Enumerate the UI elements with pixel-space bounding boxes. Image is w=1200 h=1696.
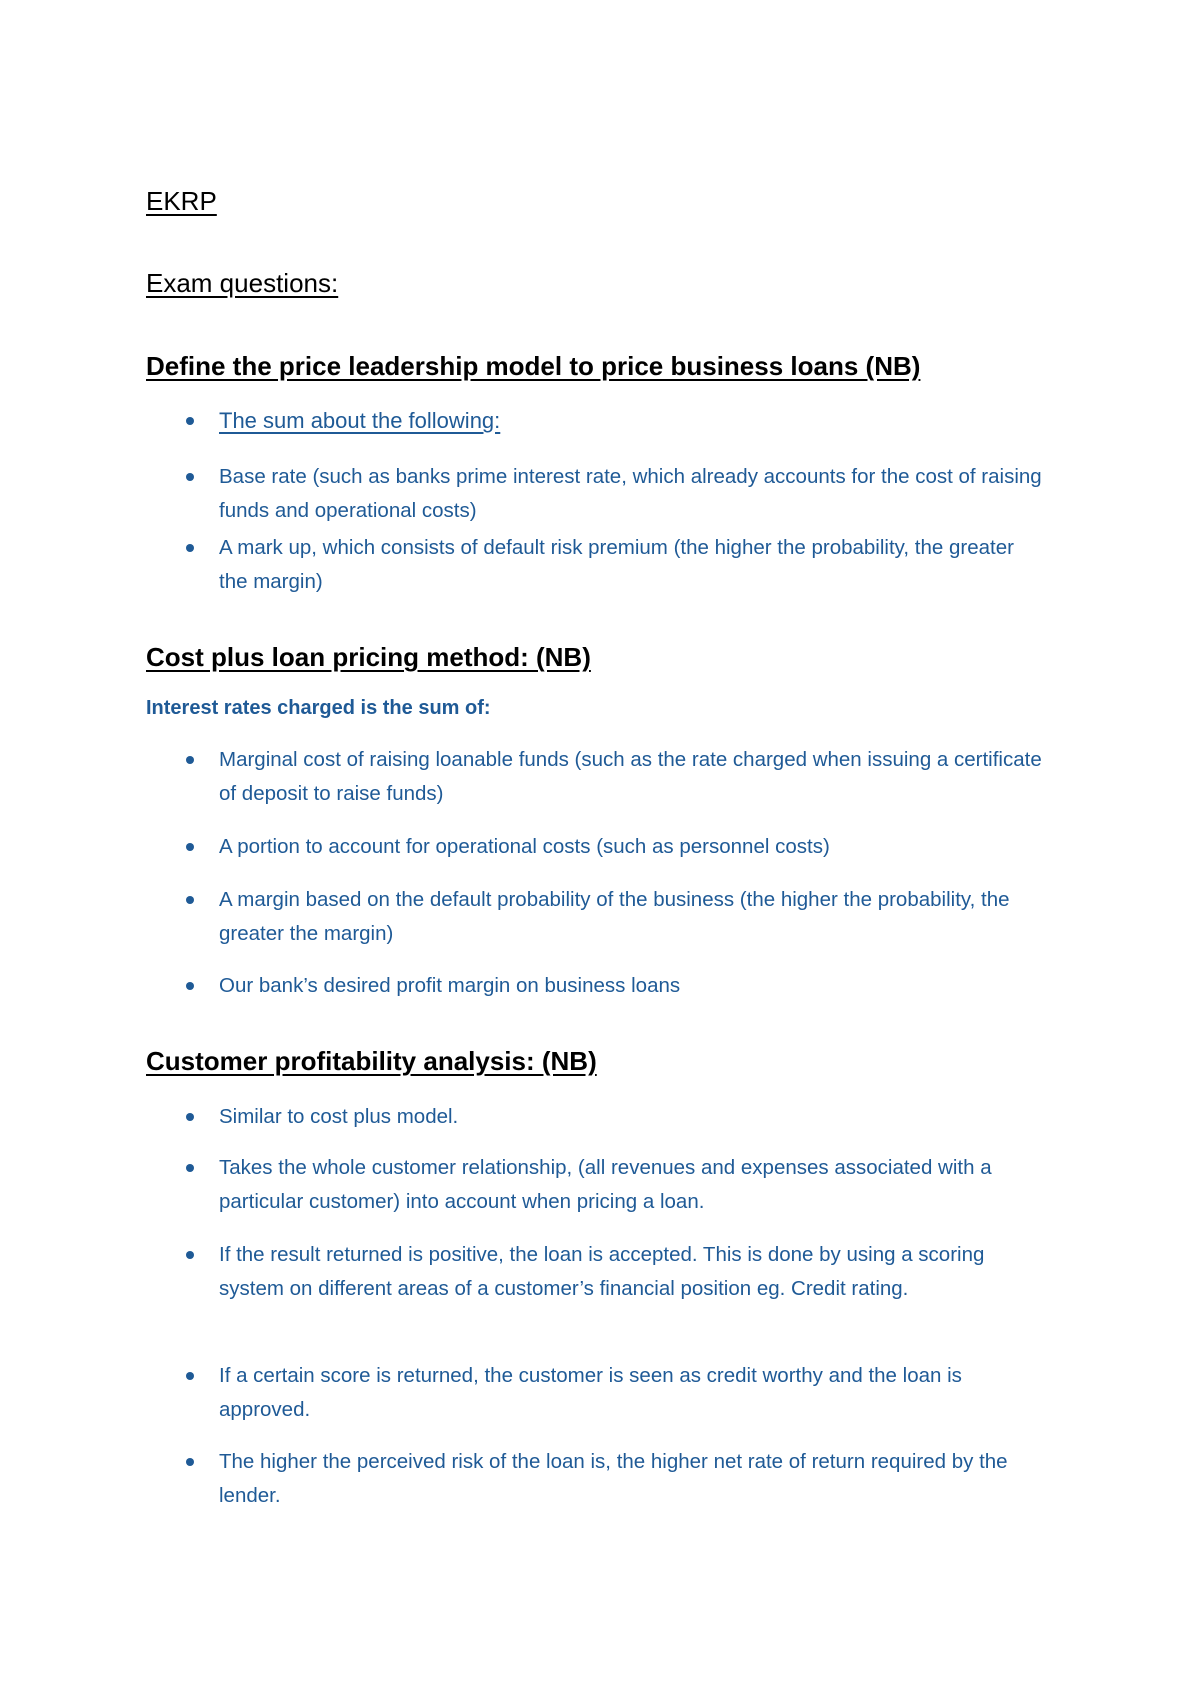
list-item <box>146 404 1046 439</box>
list-item <box>146 743 1046 811</box>
section-heading-customer-profitability: Customer profitability analysis: (NB) <box>146 1046 597 1076</box>
list-item-text: Our bank’s desired profit margin on business loans <box>219 974 681 997</box>
bullet-icon <box>186 896 194 904</box>
list-item <box>146 969 1046 1003</box>
bullet-icon <box>186 756 194 764</box>
list-item-text: If a certain score is returned, the customer is seen as credit worthy and the loan is approved. <box>219 1364 962 1421</box>
list-item-text: A mark up, which consists of default risk premium (the higher the probability, the greater the margin) <box>219 536 1014 593</box>
bullet-icon <box>186 1164 194 1172</box>
bullet-icon <box>186 1372 194 1380</box>
cost-plus-subheading: Interest rates charged is the sum of: <box>146 697 491 719</box>
list-item <box>146 883 1046 951</box>
list-item-text: The higher the perceived risk of the loan is, the higher net rate of return required by the lender. <box>219 1450 1008 1507</box>
bullet-icon <box>186 843 194 851</box>
list-item-text: A portion to account for operational costs (such as personnel costs) <box>219 835 830 858</box>
section-heading-price-leadership: Define the price leadership model to price business loans (NB) <box>146 351 921 381</box>
list-item <box>146 460 1046 528</box>
exam-questions-title: Exam questions: <box>146 268 339 298</box>
list-item-text: If the result returned is positive, the loan is accepted. This is done by using a scoring system on different areas of a customer’s financial position eg. Credit rating. <box>219 1243 985 1300</box>
list-item-text: Marginal cost of raising loanable funds (such as the rate charged when issuing a certificate of deposit to raise funds) <box>219 748 1042 805</box>
list-item <box>146 1238 1046 1306</box>
list-item <box>146 531 1046 599</box>
document-title: EKRP <box>146 186 217 216</box>
list-item-text: Similar to cost plus model. <box>219 1105 459 1128</box>
list-item-text: A margin based on the default probability of the business (the higher the probability, the greater the margin) <box>219 888 1010 945</box>
bullet-icon <box>186 417 194 425</box>
list-item <box>146 1445 1046 1513</box>
bullet-icon <box>186 1113 194 1121</box>
list-item <box>146 830 1046 864</box>
bullet-icon <box>186 1251 194 1259</box>
list-item <box>146 1100 1046 1134</box>
list-item-text: The sum about the following: <box>219 408 501 433</box>
list-item <box>146 1151 1046 1219</box>
bullet-icon <box>186 473 194 481</box>
bullet-icon <box>186 544 194 552</box>
bullet-icon <box>186 1458 194 1466</box>
bullet-icon <box>186 982 194 990</box>
list-item-text: Takes the whole customer relationship, (all revenues and expenses associated with a particular customer) into account when pricing a loan. <box>219 1156 992 1213</box>
section-heading-cost-plus: Cost plus loan pricing method: (NB) <box>146 642 591 672</box>
list-item <box>146 1359 1046 1427</box>
list-item-text: Base rate (such as banks prime interest rate, which already accounts for the cost of raising funds and operational costs) <box>219 465 1042 522</box>
